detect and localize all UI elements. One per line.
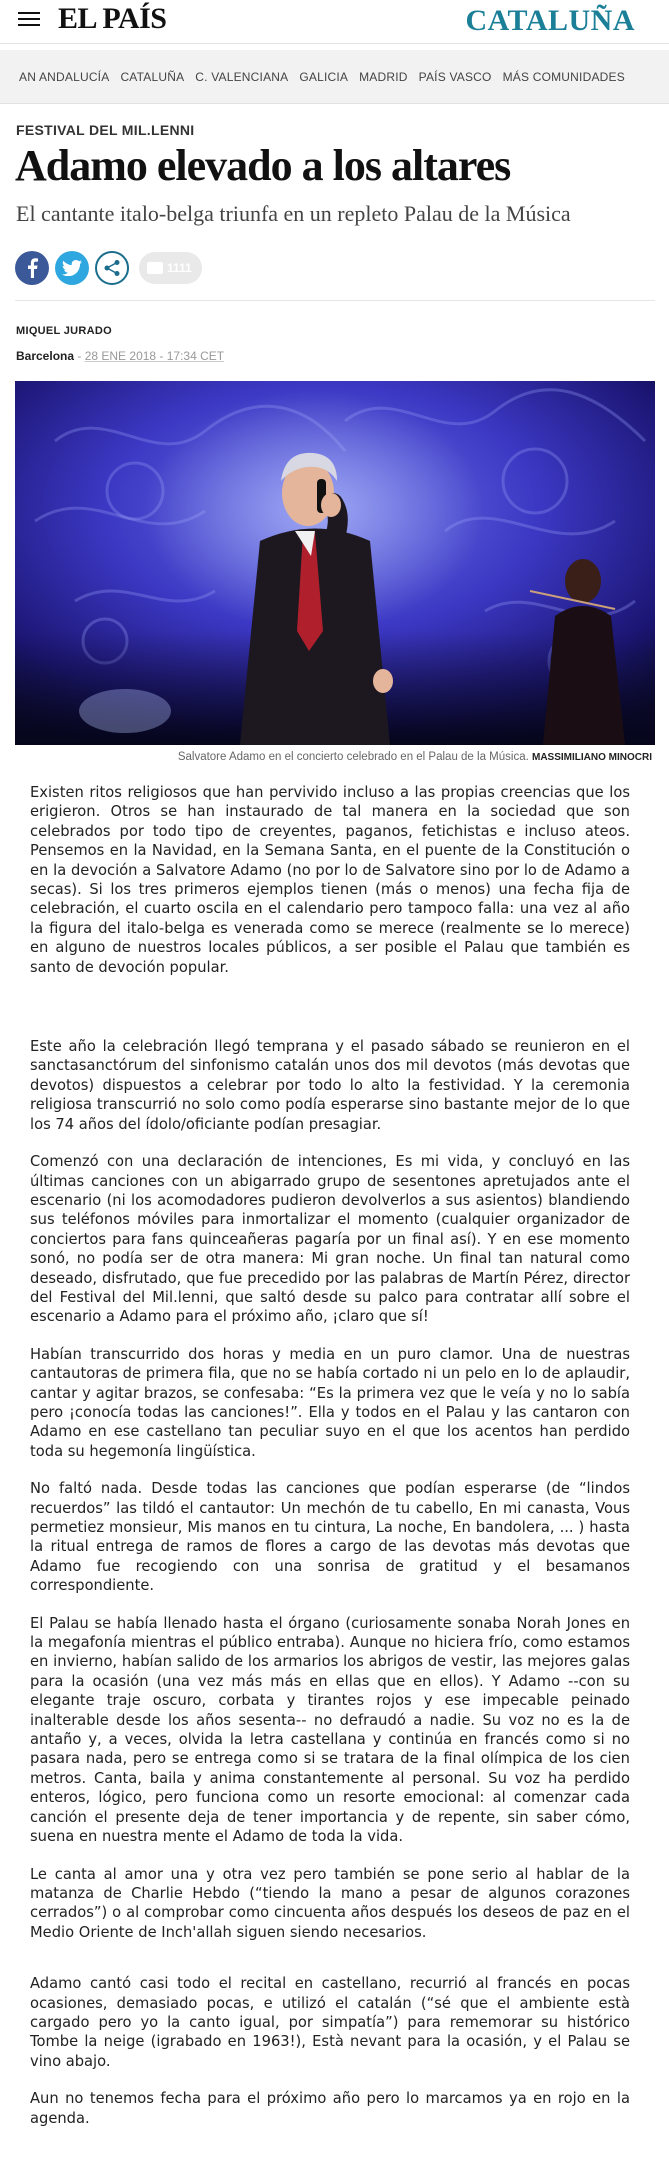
dateline-date[interactable]: 28 ENE 2018 - 17:34 CET: [84, 349, 225, 363]
article-kicker[interactable]: FESTIVAL DEL MIL.LENNI: [16, 122, 195, 138]
share-button[interactable]: [95, 251, 129, 285]
article-paragraph: Adamo cantó casi todo el recital en castellano, recurrió al francés en pocas ocasiones, demasiado pocas, e utilizó el catalán (“sé que el ambiente està cargado pero yo la canto igual, por simpatía”) para rememorar su histórico Tombe la neige (igrabado en 1963!), Està nevant para la ocasión, y el Palau se vino abajo.: [30, 1975, 630, 2070]
comments-button[interactable]: [139, 252, 202, 284]
share-bar: [15, 250, 669, 286]
article-paragraph: El Palau se había llenado hasta el órgano (curiosamente sonaba Norah Jones en la megafonía mientras el público entraba). Aunque no hiciera frío, como estamos en invierno, habían salido de los armarios los abrigos de vestir, las mejores galas para la ocasión (una vez más más en ellas que en ellos). Y Adamo --con su elegante traje oscuro, corbata y tirantes rojos y ese impecable peinado inalterable desde los años sesenta-- no defraudó a nadie. Su voz no es la de antaño y, a veces, olvida la letra castellana y continúa en francés como si no pasara nada, pero se entrega como si se tratara de la final olímpica de los cien metros. Canta, baila y anima constantemente al personal. Su voz ha perdido enteros, lógico, pero funciona como un resorte emocional: al comenzar cada canción el presente deja de tener importancia y de repente, sin saber cómo, suena en nuestra mente el Adamo de toda la vida.: [30, 1614, 630, 1846]
edition-title[interactable]: CATALUÑA: [465, 4, 635, 37]
caption-text: Salvatore Adamo en el concierto celebrado en el Palau de la Música.: [177, 751, 529, 763]
dateline-separator: -: [74, 349, 85, 363]
article-paragraph: Este año la celebración llegó temprana y el pasado sábado se reunieron en el sanctasanctórum del sinfonismo catalán unos dos mil devotos (más devotas que devotos) dispuestos a celebrar por todo lo alto la festividad. Y la ceremonia religiosa transcurrió no solo como podía esperarse sino bastante mejor de lo que los 74 años del ídolo/oficiante podían presagiar.: [30, 1038, 630, 1133]
article-paragraph: Le canta al amor una y otra vez pero también se pone serio al hablar de la matanza de Charlie Hebdo (“tiendo la mano a pesar de algunos corazones cerrados”) o al comprobar como cincuenta años después los deseos de paz en el Medio Oriente de Inch'allah siguen siendo necesarios.: [30, 1865, 630, 1941]
twitter-share-button[interactable]: [55, 251, 89, 285]
facebook-share-button[interactable]: [15, 251, 49, 285]
share-icon: [103, 259, 121, 277]
photo-caption: [0, 751, 669, 763]
article-paragraph: Comenzó con una declaración de intenciones, Es mi vida, y concluyó en las últimas canciones con un abigarrado grupo de sesentones apretujados ante el escenario (ni los acomodadores pudieron devolverlos a sus asientos) blandiendo sus teléfonos móviles para inmortalizar el momento (cualquier organizador de conciertos para fans quinceañeras pagaría por un final así). Y en ese momento sonó, no podía ser de otra manera: Mi gran noche. Un final tan natural como deseado, disfrutado, que fue precedido por las palabras de Martín Pérez, director del Festival del Mil.lenni, que saltó desde su palco para contratar allí sobre el escenario a Adamo para el próximo año, ¡claro que sí!: [30, 1153, 630, 1326]
article-paragraph: Existen ritos religiosos que han pervivido incluso a las propias creencias que los erigieron. Otros se han instaurado de tal manera en la sociedad que son celebrados por todo tipo de creyentes, paganos, fetichistas e incluso ateos. Pensemos en la Navidad, en la Semana Santa, en el puente de la Constitución o en la devoción a Salvatore Adamo (no por lo de Salvatore sino por lo de Adamo a secas). Si los tres primeros ejemplos tienen (más o menos) una fecha fija de celebración, el cuarto oscila en el calendario pero tampoco falla: una vez al año la figura del italo-belga es venerada como se merece (realmente se lo merece) en alguno de nuestros locales públicos, a ser posible el Palau que también es santo de devoción popular.: [30, 784, 630, 976]
region-link-madrid[interactable]: MADRID: [359, 69, 408, 84]
article-headline: Adamo elevado a los altares: [15, 141, 511, 190]
region-link-mas[interactable]: MÁS COMUNIDADES: [502, 69, 625, 84]
article-paragraph: Habían transcurrido dos horas y media en un puro clamor. Una de nuestras cantautoras de primera fila, que no se había cortado ni un pelo en lo de aplaudir, cantar y agitar brazos, se confesaba: “Es la primera vez que le veía y no lo sabía pero ¡conocía todas las canciones!”. Ella y todos en el Palau y las cantaron con Adamo en ese castellano tan peculiar suyo en el que los acentos han perdido toda su hegemonía lingüística.: [30, 1345, 630, 1460]
dateline-city: Barcelona: [16, 349, 75, 363]
regions-nav: [0, 50, 669, 104]
author-name[interactable]: MIQUEL JURADO: [16, 325, 112, 337]
article-paragraph: No faltó nada. Desde todas las canciones que podían esperarse (de “lindos recuerdos” las tildó el cantautor: Un mechón de tu cabello, En mi canasta, Vous permetiez monsieur, Mis manos en tu cintura, La noche, En bandolera, ... ) hasta la ritual entrega de ramos de flores a cargo de las devotas más devotas que Adamo fue recogiendo con una sonrisa de gratitud y el besamanos correspondiente.: [30, 1480, 630, 1595]
dateline: [16, 349, 669, 363]
comment-icon: [147, 262, 163, 274]
twitter-icon: [62, 260, 82, 276]
article-body: [30, 783, 630, 2128]
hamburger-icon[interactable]: [18, 9, 40, 27]
top-bar: [0, 0, 669, 44]
region-link-pais-vasco[interactable]: PAÍS VASCO: [418, 69, 492, 84]
photo-credit: MASSIMILIANO MINOCRI: [532, 752, 652, 763]
region-link-valenciana[interactable]: C. VALENCIANA: [195, 69, 289, 84]
divider: [15, 300, 655, 301]
article-photo[interactable]: [15, 381, 655, 745]
comments-count: 1111: [167, 261, 192, 275]
concert-photo-illustration: [15, 381, 655, 745]
region-link-galicia[interactable]: GALICIA: [299, 69, 349, 84]
region-link-cataluna[interactable]: CATALUÑA: [120, 69, 185, 84]
article-paragraph: Aun no tenemos fecha para el próximo año pero lo marcamos ya en rojo en la agenda.: [30, 2090, 630, 2127]
site-logo[interactable]: EL PAÍS: [58, 2, 167, 35]
region-link-andalucia[interactable]: AN ANDALUCÍA: [19, 69, 110, 84]
facebook-icon: [25, 258, 39, 278]
article-subhead: El cantante italo-belga triunfa en un repleto Palau de la Música: [16, 201, 571, 226]
